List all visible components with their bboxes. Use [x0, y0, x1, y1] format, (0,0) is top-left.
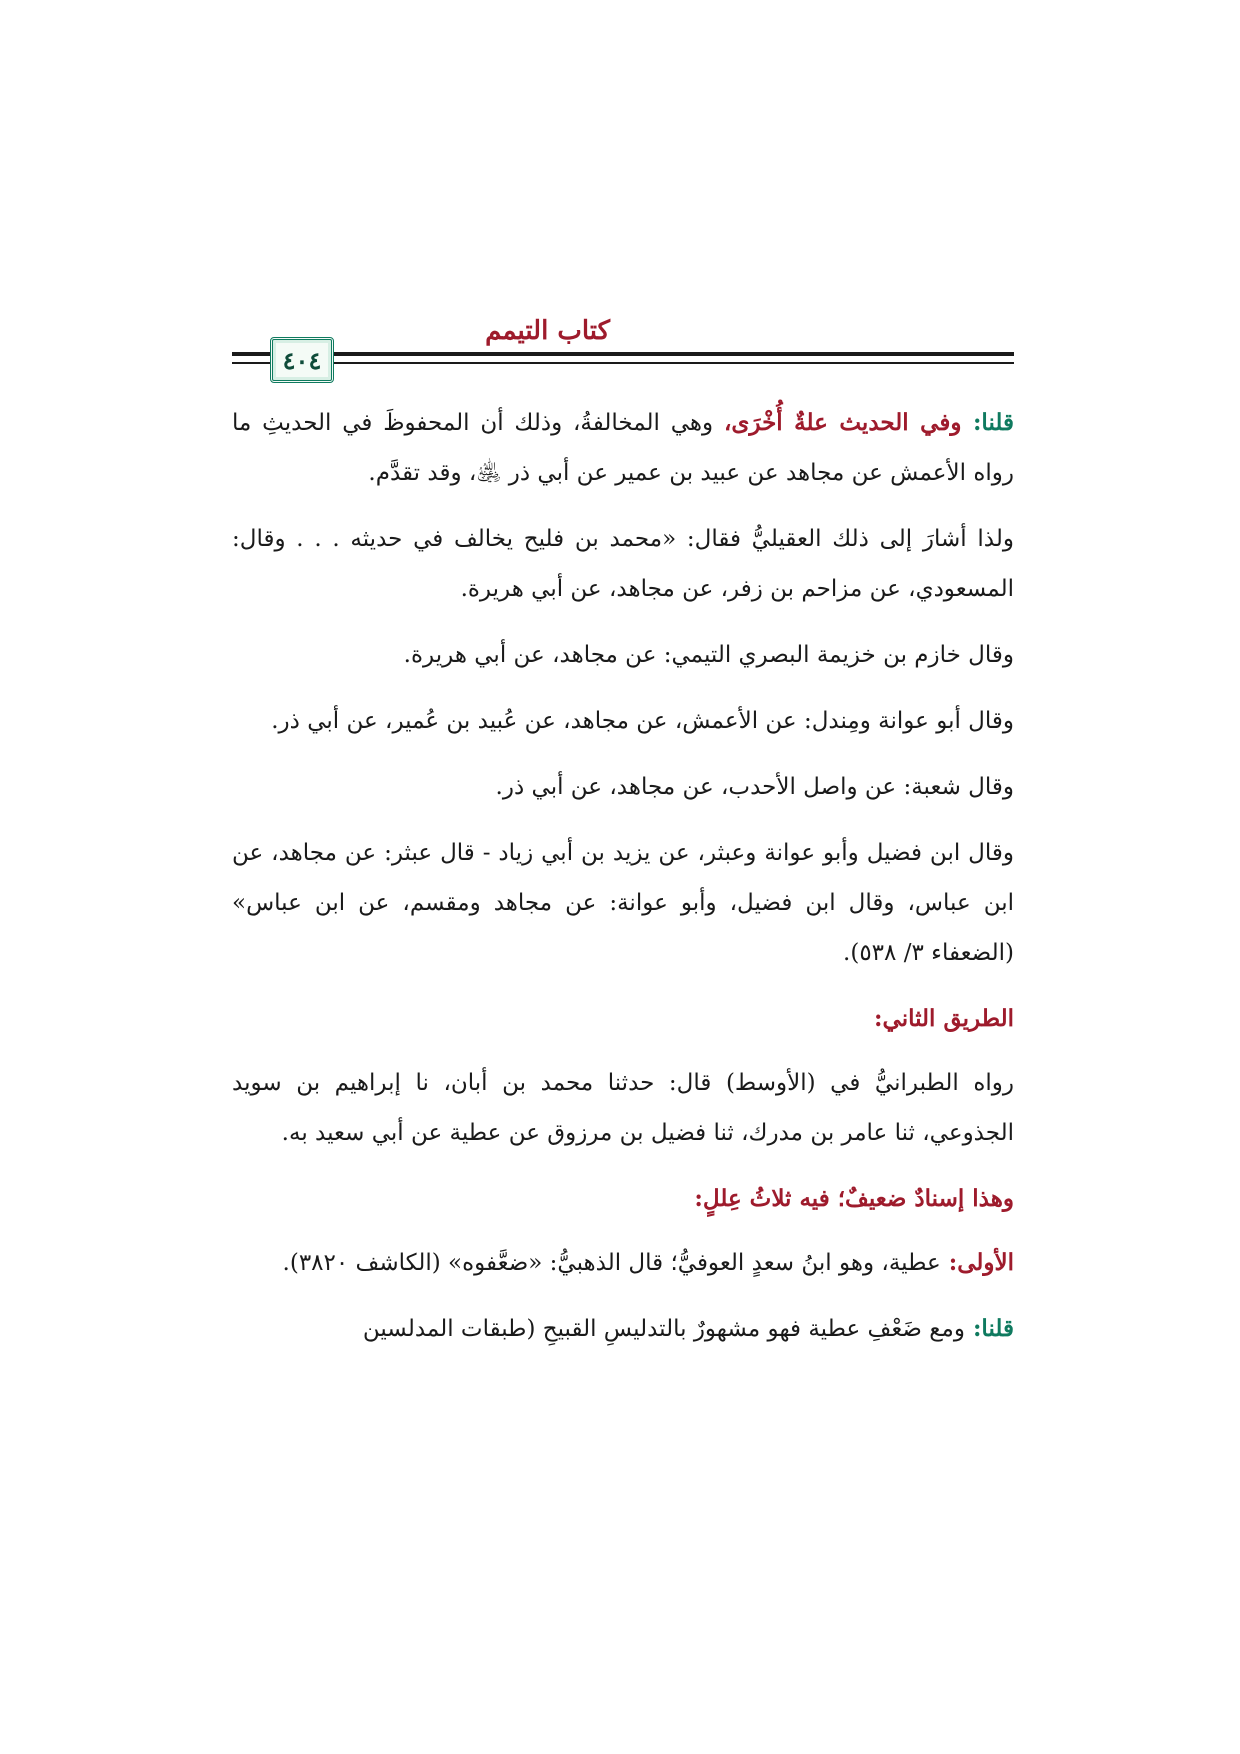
- defect-accent: وفي الحديث علةٌ أُخْرَى،: [723, 409, 962, 436]
- paragraph-5: وقال شعبة: عن واصل الأحدب، عن مجاهد، عن أبي ذر.: [495, 774, 1014, 800]
- paragraph-last: [232, 1304, 1014, 1354]
- header-rule-thick: [232, 352, 1014, 356]
- qulna-label: قلنا:: [961, 409, 1014, 436]
- paragraph-2: ولذا أشارَ إلى ذلك العقيليُّ فقال: «محمد بن فليح يخالف في حديثه . . . وقال: المسعودي، عن مزاحم بن زفر، عن مجاهد، عن أبي هريرة.: [232, 526, 1014, 602]
- paragraph-1: [232, 398, 1014, 498]
- paragraph-6: وقال ابن فضيل وأبو عوانة وعبثر، عن يزيد بن أبي زياد - قال عبثر: عن مجاهد، عن ابن عباس، وقال ابن فضيل، وأبو عوانة: عن مجاهد ومقسم، عن ابن عباس» (الضعفاء ٣/ ٥٣٨).: [232, 840, 1014, 966]
- header-rule-stub-thin: [232, 362, 270, 364]
- header-rule-thin: [232, 362, 1014, 364]
- paragraph-tabarani: رواه الطبرانيُّ في (الأوسط) قال: حدثنا محمد بن أبان، نا إبراهيم بن سويد الجذوعي، ثنا عامر بن مدرك، ثنا فضيل بن مرزوق عن عطية عن أبي سعيد به.: [232, 1070, 1014, 1146]
- paragraph-first-defect: [232, 1238, 1014, 1288]
- page-header: [232, 316, 1014, 386]
- paragraph-1-text: وهي المخالفةُ، وذلك أن المحفوظَ في الحديثِ ما رواه الأعمش عن مجاهد عن عبيد بن عمير عن أبي ذر ﵁، وقد تقدَّم.: [232, 410, 1014, 486]
- first-defect-text: عطية، وهو ابنُ سعدٍ العوفيُّ؛ قال الذهبيُّ: «ضعَّفوه» (الكاشف ٣٨٢٠).: [282, 1250, 941, 1276]
- main-text: [232, 398, 1014, 1370]
- book-title: كتاب التيمم: [485, 316, 610, 346]
- page-number-frame: [270, 337, 334, 383]
- page-number: ٤٠٤: [282, 345, 322, 375]
- paragraph-4: وقال أبو عوانة ومِندل: عن الأعمش، عن مجاهد، عن عُبيد بن عُمير، عن أبي ذر.: [271, 708, 1014, 734]
- heading-weak-chain: وهذا إسنادٌ ضعيفٌ؛ فيه ثلاثُ عِللٍ:: [694, 1185, 1014, 1212]
- first-defect-label: الأولى:: [940, 1249, 1014, 1276]
- heading-second-route: الطريق الثاني:: [874, 1005, 1014, 1032]
- header-rule-stub-thick: [232, 352, 270, 356]
- paragraph-3: وقال خازم بن خزيمة البصري التيمي: عن مجاهد، عن أبي هريرة.: [403, 642, 1014, 668]
- qulna-label-2: قلنا:: [964, 1315, 1014, 1342]
- last-text: ومع ضَعْفِ عطية فهو مشهورٌ بالتدليسِ القبيحِ (طبقات المدلسين: [362, 1316, 965, 1342]
